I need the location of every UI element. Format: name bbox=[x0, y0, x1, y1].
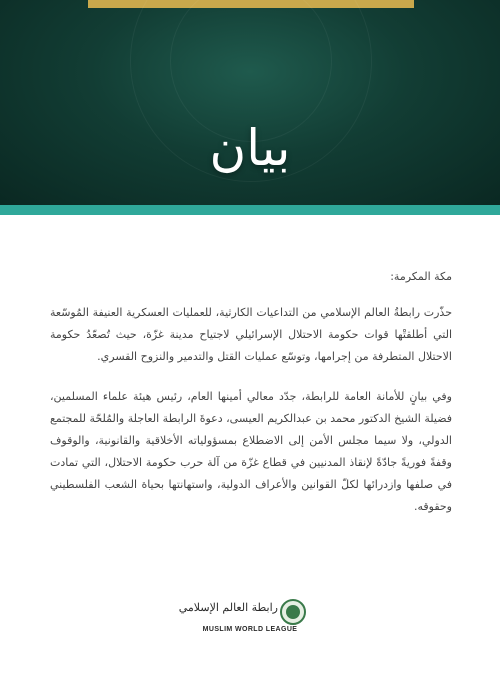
logo-english-name: MUSLIM WORLD LEAGUE bbox=[202, 626, 298, 633]
accent-bar bbox=[0, 205, 500, 215]
location-line: مكة المكرمة: bbox=[390, 270, 452, 283]
page-title: بيان bbox=[209, 119, 291, 177]
paragraph-1: حذّرت رابطةُ العالم الإسلامي من التداعيات الكارثية، للعمليات العسكرية العنيفة المُوسّعة التي أطلقتْها قوات حكومة الاحتلال الإسرائيلي لاجتياح مدينة غزّة، حيث تُصعّدُ حكومة الاحتلال المتطرفة من إجرامها، وتوسّع عمليات القتل والتدمير والنزوح القسري. bbox=[50, 306, 452, 363]
logo-arabic-name: رابطة العالم الإسلامي bbox=[178, 601, 278, 614]
mwl-emblem-icon bbox=[280, 599, 306, 625]
mwl-logo bbox=[178, 596, 312, 640]
paragraph-2: وفي بيانٍ للأمانة العامة للرابطة، جدّد معالي أمينها العام، رئيس هيئة علماء المسلمين، فضيلة الشيخ الدكتور محمد بن عبدالكريم العيسى، دعوةَ الرابطة العاجلة والمُلحّة للمجتمع الدولي، ولا سيما مجلس الأمن إلى الاضطلاع بمسؤولياته الأخلاقية والقانونية، والوقوف وقفةً فوريةً جادّةً لإنقاذ المدنيين في قطاع غزّة من آلة حرب حكومة الاحتلال، التي تمادت في صلفها وازدرائها لكلّ القوانين والأعراف الدولية، واستهانتها بحياة الشعب الفلسطيني وحقوقه. bbox=[50, 390, 452, 513]
statement-body bbox=[50, 266, 452, 536]
header-banner bbox=[0, 0, 500, 205]
